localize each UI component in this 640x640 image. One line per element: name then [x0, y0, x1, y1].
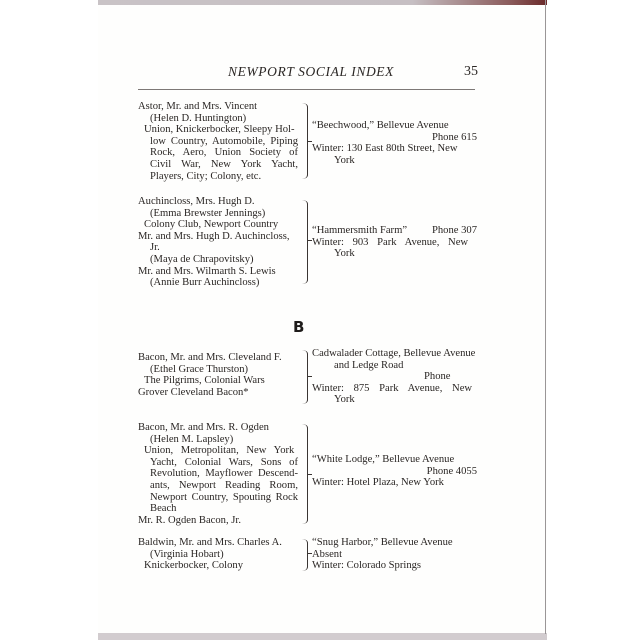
entry-names: [138, 101, 298, 182]
clubs-line: Rock, Aero, Union Society of: [150, 147, 298, 159]
maiden-name: (Emma Brewster Jennings): [150, 207, 266, 219]
clubs-line: Yacht, Colonial Wars, Sons of: [150, 456, 298, 468]
entry-addresses: [312, 454, 477, 489]
brace: [299, 200, 308, 284]
clubs-line: Knickerbocker, Colony: [144, 560, 244, 572]
summer-address-cont: and Ledge Road: [334, 359, 404, 371]
family-member: Mr. and Mrs. Wilmarth S. Lewis: [138, 265, 276, 277]
clubs-line: Colony Club, Newport Country: [144, 219, 279, 231]
entry-name: Auchincloss, Mrs. Hugh D.: [138, 196, 255, 207]
family-member: Grover Cleveland Bacon*: [138, 386, 249, 398]
entry-names: [138, 196, 298, 289]
brace: [299, 539, 308, 571]
winter-address: Winter: Colorado Springs: [312, 560, 422, 572]
clubs-line: Union, Metropolitan, New York: [144, 445, 295, 457]
maiden-name: (Helen M. Lapsley): [150, 433, 234, 445]
page-number: 35: [464, 64, 478, 79]
brace: [299, 350, 308, 404]
phone-label: Phone: [424, 371, 451, 383]
summer-address: “White Lodge,” Bellevue Avenue: [312, 454, 455, 465]
entry-addresses: [312, 120, 477, 166]
section-letter: B: [293, 318, 305, 336]
clubs-line: Players, City; Colony, etc.: [150, 170, 262, 182]
maiden-name: (Ethel Grace Thurston): [150, 363, 249, 375]
clubs-line: Civil War, New York Yacht,: [150, 158, 298, 170]
phone-number: Phone 307: [431, 225, 477, 236]
family-member: Mr. R. Ogden Bacon, Jr.: [138, 514, 241, 526]
brace: [299, 424, 308, 524]
summer-address: Cadwalader Cottage, Bellevue Avenue: [312, 348, 476, 359]
entry-names: [138, 537, 298, 572]
running-title: NEWPORT SOCIAL INDEX: [228, 64, 395, 79]
page-top-edge: [98, 0, 547, 5]
maiden-name: (Helen D. Huntington): [150, 112, 247, 124]
clubs-line: The Pilgrims, Colonial Wars: [144, 375, 265, 387]
clubs-line: Newport Country, Spouting Rock: [150, 491, 298, 503]
entry-names: [138, 352, 298, 398]
family-member-suffix: Jr.: [150, 242, 160, 254]
winter-address-cont: York: [334, 248, 355, 260]
maiden-name: (Annie Burr Auchincloss): [150, 277, 260, 289]
maiden-name: (Maya de Chrapovitsky): [150, 253, 254, 265]
winter-address: Winter: Hotel Plaza, New York: [312, 477, 444, 489]
entry-name: Bacon, Mr. and Mrs. Cleveland F.: [138, 352, 282, 363]
entry-addresses: [312, 348, 512, 406]
entry-name: Baldwin, Mr. and Mrs. Charles A.: [138, 537, 282, 548]
entry-name: Bacon, Mr. and Mrs. R. Ogden: [138, 422, 269, 433]
status-absent: Absent: [312, 548, 343, 560]
phone-number: Phone 4055: [426, 465, 477, 477]
clubs-line: low Country, Automobile, Piping: [150, 135, 298, 147]
winter-address: Winter: 130 East 80th Street, New: [312, 143, 458, 155]
summer-address: “Beechwood,” Bellevue Avenue: [312, 120, 449, 131]
entry-names: [138, 422, 298, 526]
entry-name: Astor, Mr. and Mrs. Vincent: [138, 101, 258, 112]
clubs-line: ants, Newport Reading Room,: [150, 479, 298, 491]
summer-address: “Hammersmith Farm”: [312, 225, 408, 236]
family-member: Mr. and Mrs. Hugh D. Auchincloss,: [138, 230, 290, 242]
clubs-line: Revolution, Mayflower Descend-: [150, 468, 298, 480]
winter-address: Winter: 903 Park Avenue, New: [312, 236, 469, 248]
header-rule: [138, 89, 475, 90]
phone-number: Phone 615: [431, 131, 477, 143]
winter-address: Winter: 875 Park Avenue, New: [312, 382, 473, 394]
entry-addresses: [312, 225, 477, 260]
page-bottom-edge: [98, 633, 547, 640]
clubs-line: Union, Knickerbocker, Sleepy Hol-: [144, 124, 295, 136]
maiden-name: (Virginia Hobart): [150, 548, 224, 560]
clubs-line: Beach: [150, 503, 177, 515]
summer-address: “Snug Harbor,” Bellevue Avenue: [312, 537, 453, 548]
winter-address-cont: York: [334, 394, 355, 406]
entry-addresses: [312, 537, 477, 572]
page-right-edge: [545, 0, 546, 634]
winter-address-cont: York: [334, 154, 355, 166]
brace: [299, 103, 308, 179]
